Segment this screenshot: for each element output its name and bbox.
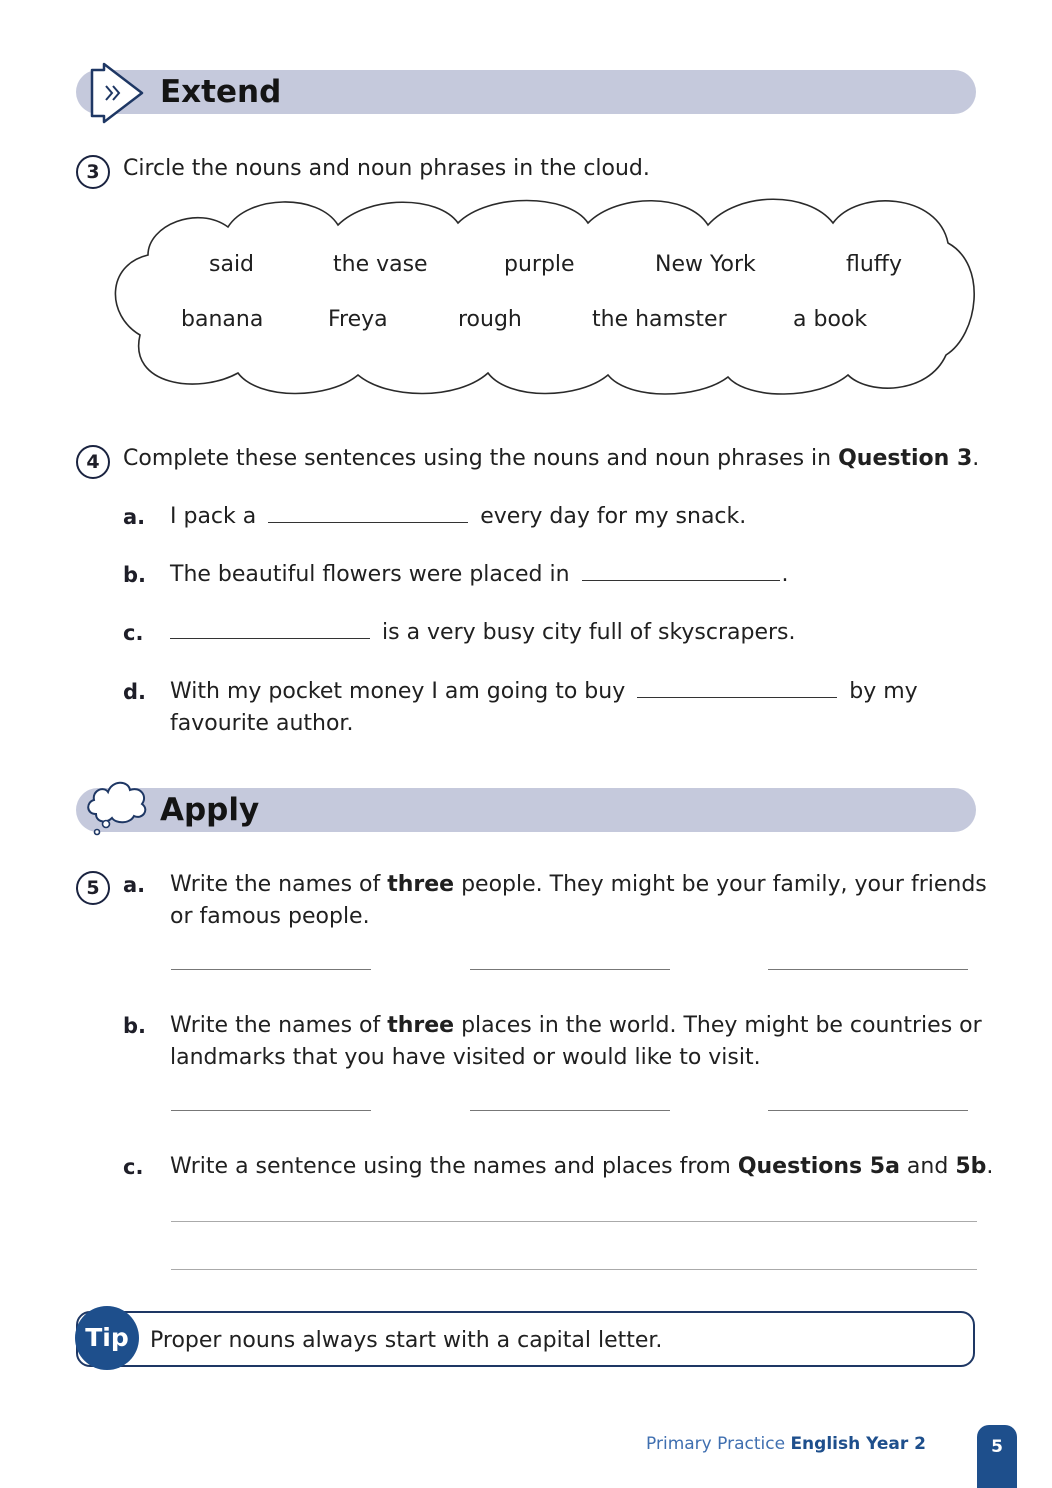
cloud-word[interactable]: rough bbox=[458, 307, 522, 332]
answer-line[interactable] bbox=[470, 1110, 670, 1111]
question-5c-text bbox=[170, 1151, 993, 1183]
extend-title: Extend bbox=[160, 74, 282, 110]
page-number: 5 bbox=[977, 1425, 1017, 1488]
cloud-word[interactable]: the vase bbox=[333, 252, 428, 277]
sentence-text: is a very busy city full of skyscrapers. bbox=[382, 620, 796, 645]
instruction-text: Write the names of bbox=[170, 872, 388, 897]
double-chevron-arrow-icon bbox=[86, 62, 148, 124]
answer-blank[interactable] bbox=[637, 696, 837, 698]
instruction-text: . bbox=[986, 1154, 994, 1179]
answer-line[interactable] bbox=[171, 1269, 977, 1270]
sub-question-letter: c. bbox=[123, 1155, 144, 1179]
sentence-c bbox=[170, 617, 796, 649]
answer-line[interactable] bbox=[171, 1110, 371, 1111]
cloud-word[interactable]: the hamster bbox=[592, 307, 727, 332]
cloud-word[interactable]: Freya bbox=[328, 307, 388, 332]
cloud-word[interactable]: purple bbox=[504, 252, 575, 277]
instruction-bold: Questions 5a bbox=[737, 1154, 900, 1179]
sentence-b bbox=[170, 559, 789, 591]
sub-question-letter: d. bbox=[123, 680, 147, 704]
sentence-text: every day for my snack. bbox=[480, 504, 747, 529]
question-5a-text bbox=[170, 869, 987, 901]
cloud-word[interactable]: fluffy bbox=[846, 252, 902, 277]
question-3-instruction: Circle the nouns and noun phrases in the cloud. bbox=[123, 156, 650, 181]
answer-line[interactable] bbox=[470, 969, 670, 970]
sub-question-letter: a. bbox=[123, 505, 146, 529]
cloud-word[interactable]: said bbox=[209, 252, 255, 277]
question-5a-line2: or famous people. bbox=[170, 904, 370, 929]
instruction-bold: 5b bbox=[955, 1154, 987, 1179]
cloud-word[interactable]: New York bbox=[655, 252, 756, 277]
sentence-text: by my bbox=[849, 679, 918, 704]
question-5-number: 5 bbox=[76, 871, 110, 905]
question-4-number: 4 bbox=[76, 445, 110, 479]
footer-book: English Year 2 bbox=[790, 1434, 926, 1454]
sentence-text: The beautiful flowers were placed in bbox=[170, 562, 570, 587]
instruction-text: Write the names of bbox=[170, 1013, 388, 1038]
sentence-d-line2: favourite author. bbox=[170, 711, 354, 736]
sentence-text: . bbox=[781, 562, 789, 587]
answer-line[interactable] bbox=[768, 969, 968, 970]
footer-title bbox=[646, 1434, 926, 1454]
instruction-text: Write a sentence using the names and places from bbox=[170, 1154, 738, 1179]
answer-line[interactable] bbox=[171, 969, 371, 970]
sub-question-letter: c. bbox=[123, 621, 144, 645]
sentence-text: With my pocket money I am going to buy bbox=[170, 679, 626, 704]
word-cloud-shape bbox=[108, 195, 980, 395]
apply-title: Apply bbox=[160, 792, 260, 828]
sub-question-letter: b. bbox=[123, 563, 147, 587]
instruction-text: and bbox=[899, 1154, 956, 1179]
answer-line[interactable] bbox=[171, 1221, 977, 1222]
sub-question-letter: a. bbox=[123, 873, 146, 897]
instruction-text: Complete these sentences using the nouns and noun phrases in bbox=[123, 446, 839, 471]
instruction-bold: Question 3 bbox=[838, 446, 973, 471]
sentence-a bbox=[170, 501, 746, 533]
answer-line[interactable] bbox=[768, 1110, 968, 1111]
question-4-instruction bbox=[123, 443, 979, 475]
sentence-text: I pack a bbox=[170, 504, 257, 529]
instruction-bold: three bbox=[387, 1013, 455, 1038]
sub-question-letter: b. bbox=[123, 1014, 147, 1038]
thought-cloud-icon bbox=[82, 774, 152, 840]
footer-series: Primary Practice bbox=[646, 1434, 791, 1454]
cloud-word[interactable]: banana bbox=[181, 307, 264, 332]
answer-blank[interactable] bbox=[268, 521, 468, 523]
question-5b-line2: landmarks that you have visited or would like to visit. bbox=[170, 1045, 761, 1070]
instruction-bold: three bbox=[387, 872, 455, 897]
answer-blank[interactable] bbox=[582, 579, 780, 581]
answer-blank[interactable] bbox=[170, 637, 370, 639]
tip-text: Proper nouns always start with a capital letter. bbox=[150, 1328, 663, 1353]
question-3-number: 3 bbox=[76, 155, 110, 189]
question-5b-text bbox=[170, 1010, 982, 1042]
cloud-word[interactable]: a book bbox=[793, 307, 868, 332]
instruction-text: . bbox=[972, 446, 980, 471]
instruction-text: people. They might be your family, your friends bbox=[454, 872, 987, 897]
sentence-d bbox=[170, 676, 918, 708]
instruction-text: places in the world. They might be countries or bbox=[454, 1013, 982, 1038]
tip-badge: Tip bbox=[75, 1306, 139, 1370]
